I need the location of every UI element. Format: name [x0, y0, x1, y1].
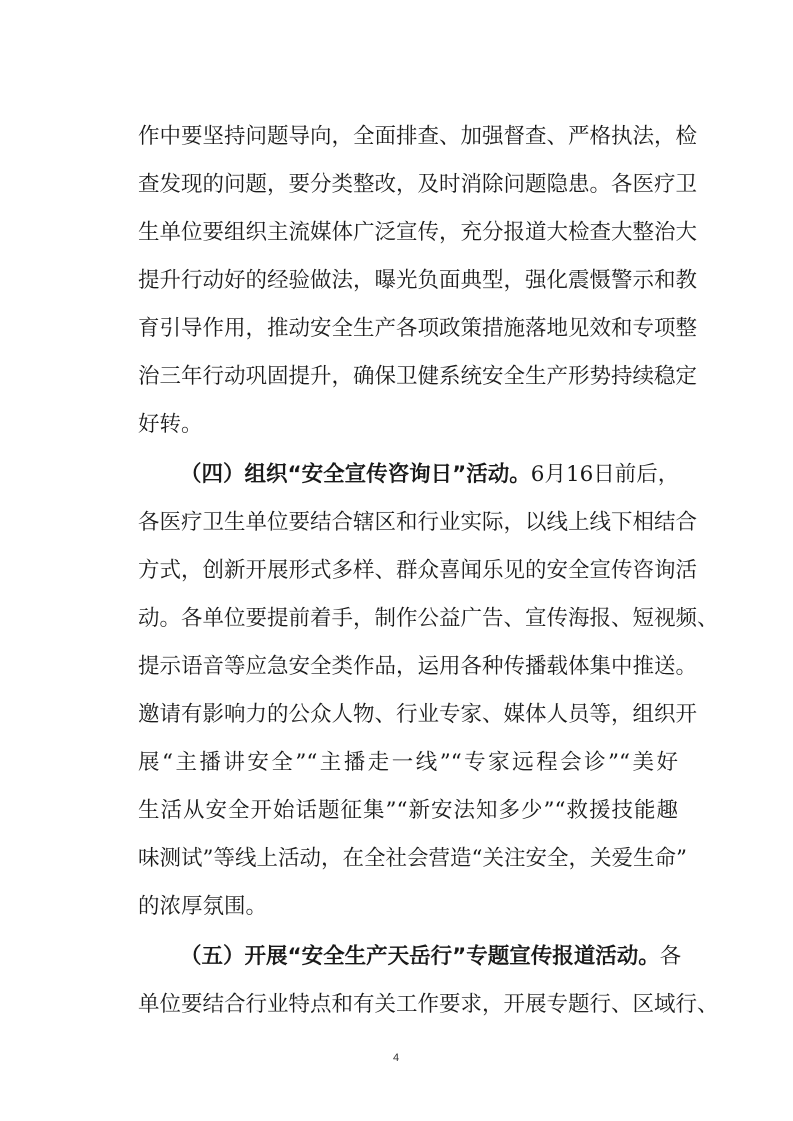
paragraph-line: 展“主播讲安全”“主播走一线”“专家远程会诊”“美好 — [138, 750, 678, 775]
paragraph-line: 提升行动好的经验做法，曝光负面典型，强化震慑警示和教 — [138, 268, 698, 293]
section-heading: （四）组织“安全宣传咨询日”活动。 — [180, 462, 531, 487]
paragraph-line: 动。各单位要提前着手，制作公益广告、宣传海报、短视频、 — [138, 606, 719, 631]
section-heading-line — [180, 942, 682, 972]
paragraph-line: 生活从安全开始话题征集”“新安法知多少”“救援技能趣 — [138, 798, 678, 823]
paragraph-line: 作中要坚持问题导向，全面排查、加强督查、严格执法，检 — [138, 124, 698, 149]
paragraph-line: 味测试”等线上活动，在全社会营造“关注安全，关爱生命” — [138, 846, 687, 871]
section-heading-rest: 6月16日前后， — [530, 462, 680, 487]
paragraph-line: 育引导作用，推动安全生产各项政策措施落地见效和专项整 — [138, 316, 698, 341]
section-heading-line — [180, 460, 678, 490]
section-heading-rest: 各 — [659, 944, 682, 969]
paragraph-line: 各医疗卫生单位要结合辖区和行业实际，以线上线下相结合 — [138, 510, 698, 535]
paragraph-line: 的浓厚氛围。 — [138, 894, 268, 919]
page-number: 4 — [392, 1052, 400, 1064]
paragraph-line: 单位要结合行业特点和有关工作要求，开展专题行、区域行、 — [138, 992, 719, 1017]
paragraph-line: 方式，创新开展形式多样、群众喜闻乐见的安全宣传咨询活 — [138, 558, 698, 583]
paragraph-line: 治三年行动巩固提升，确保卫健系统安全生产形势持续稳定 — [138, 364, 698, 389]
paragraph-line: 生单位要组织主流媒体广泛宣传，充分报道大检查大整治大 — [138, 220, 698, 245]
section-heading: （五）开展“安全生产天岳行”专题宣传报道活动。 — [180, 944, 660, 969]
paragraph-line: 查发现的问题，要分类整改，及时消除问题隐患。各医疗卫 — [138, 172, 698, 197]
paragraph-line: 邀请有影响力的公众人物、行业专家、媒体人员等，组织开 — [138, 702, 698, 727]
paragraph-line: 好转。 — [138, 412, 203, 437]
paragraph-line: 提示语音等应急安全类作品，运用各种传播载体集中推送。 — [138, 654, 698, 679]
